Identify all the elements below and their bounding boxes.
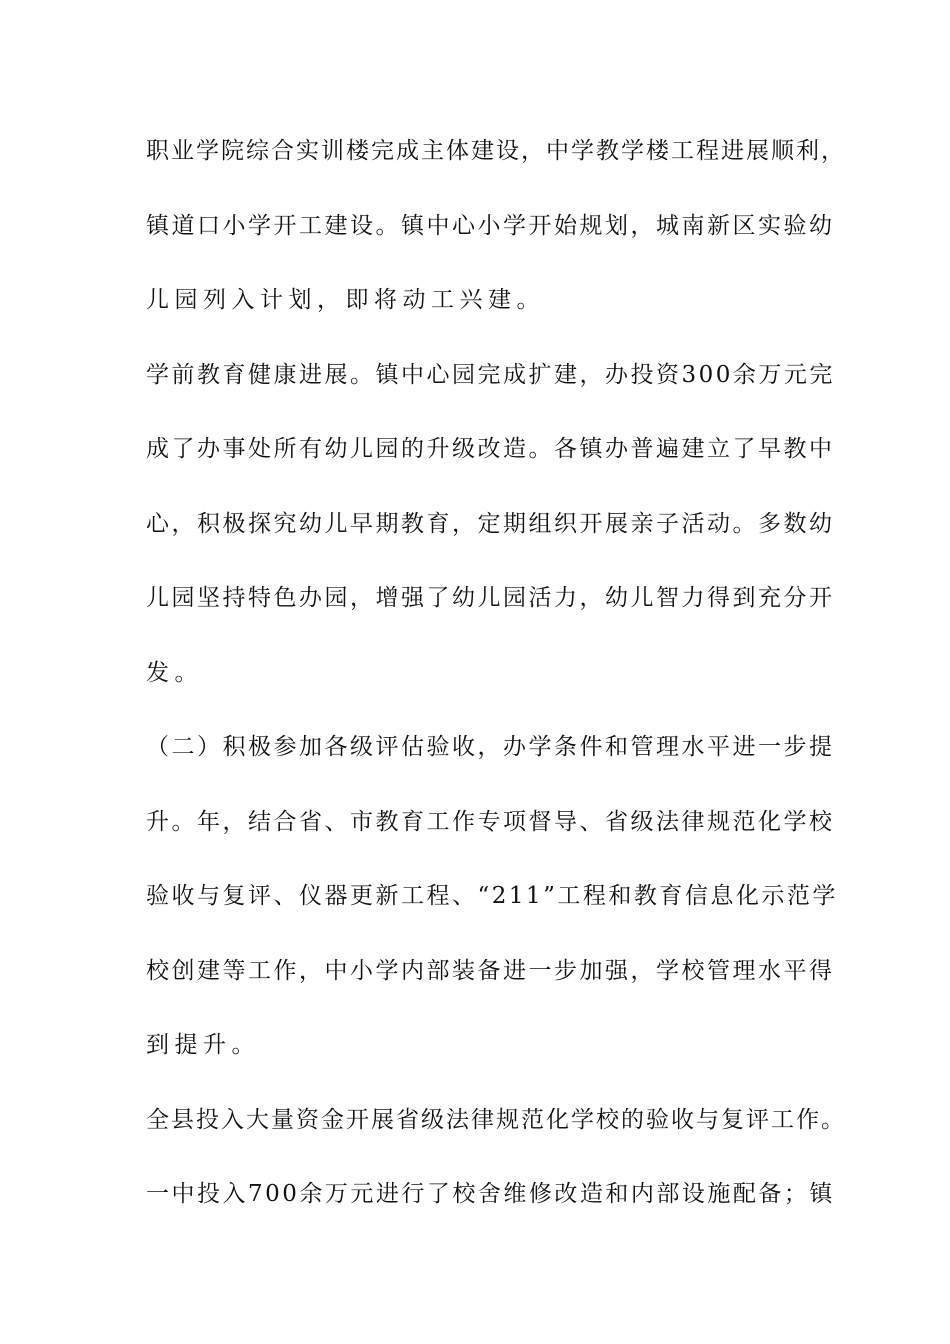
text-line-2: 镇道口小学开工建设。镇中心小学开始规划，城南新区实验幼: [146, 213, 835, 239]
text-line-5: 成了办事处所有幼儿园的升级改造。各镇办普遍建立了早教中: [146, 436, 835, 462]
text-line-7: 儿园坚持特色办园，增强了幼儿园活力，幼儿智力得到充分开: [146, 585, 835, 611]
text-line-15: 一中投入700余万元进行了校舍维修改造和内部设施配备；镇: [146, 1181, 835, 1207]
text-line-9: （二）积极参加各级评估验收，办学条件和管理水平进一步提: [146, 734, 835, 760]
text-line-10: 升。年，结合省、市教育工作专项督导、省级法律规范化学校: [146, 809, 835, 835]
text-line-11: 验收与复评、仪器更新工程、“211”工程和教育信息化示范学: [146, 883, 838, 909]
text-line-12: 校创建等工作，中小学内部装备进一步加强，学校管理水平得: [146, 958, 835, 984]
text-line-6: 心，积极探究幼儿早期教育，定期组织开展亲子活动。多数幼: [146, 511, 835, 537]
text-line-8: 发。: [146, 660, 203, 686]
text-line-3: 儿园列入计划，即将动工兴建。: [146, 287, 545, 313]
text-line-1: 职业学院综合实训楼完成主体建设，中学教学楼工程进展顺利，: [146, 138, 846, 164]
text-line-4: 学前教育健康进展。镇中心园完成扩建，办投资300余万元完: [146, 362, 835, 388]
text-line-14: 全县投入大量资金开展省级法律规范化学校的验收与复评工作。: [146, 1107, 846, 1133]
text-line-13: 到提升。: [146, 1032, 260, 1058]
